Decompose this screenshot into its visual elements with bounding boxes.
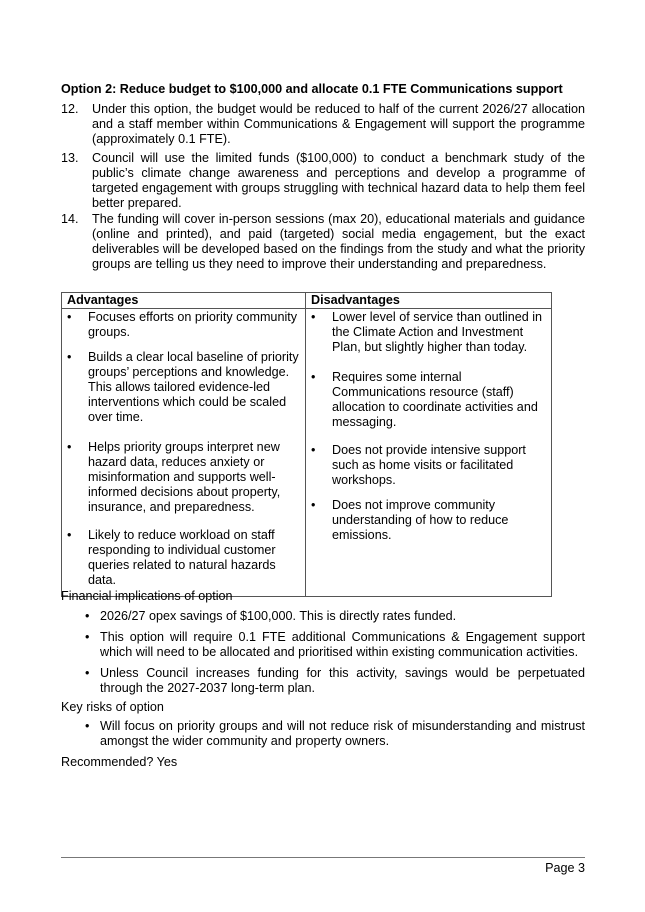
paragraph-number: 12. bbox=[61, 102, 79, 116]
disadvantage-item: • Lower level of service than outlined in the Climate Action and Investment Plan, but slightly higher than today. bbox=[306, 310, 551, 355]
paragraph-text: Under this option, the budget would be reduced to half of the current 2026/27 allocation and a staff member within Communications & Engagement will support the programme (approximately 0.1 FTE). bbox=[92, 102, 585, 146]
advantage-item: • Focuses efforts on priority community groups. bbox=[62, 310, 305, 340]
advantages-cell bbox=[62, 309, 306, 597]
key-risks-list bbox=[61, 719, 585, 755]
key-risks-label: Key risks of option bbox=[61, 700, 164, 714]
financial-implications-list bbox=[61, 609, 585, 702]
paragraph-text: Council will use the limited funds ($100,000) to conduct a benchmark study of the public’s climate change awareness and perceptions and develop a programme of targeted engagement with groups struggling with technical hazard data to help them feel better prepared. bbox=[92, 151, 585, 210]
disadvantage-item: • Does not improve community understanding of how to reduce emissions. bbox=[306, 498, 551, 543]
financial-item: • Unless Council increases funding for this activity, savings would be perpetuated through the 2027-2037 long-term plan. bbox=[61, 666, 585, 696]
advantage-item: • Builds a clear local baseline of priority groups’ perceptions and knowledge. This allows tailored evidence-led interventions which could be scaled over time. bbox=[62, 350, 305, 425]
paragraph-number: 13. bbox=[61, 151, 79, 165]
financial-item: • 2026/27 opex savings of $100,000. This is directly rates funded. bbox=[61, 609, 585, 624]
option-heading: Option 2: Reduce budget to $100,000 and allocate 0.1 FTE Communications support bbox=[61, 82, 563, 96]
risk-item: • Will focus on priority groups and will not reduce risk of misunderstanding and mistrust amongst the wider community and property owners. bbox=[61, 719, 585, 749]
paragraph-13 bbox=[61, 151, 585, 211]
recommended-line: Recommended? Yes bbox=[61, 755, 178, 769]
page-number: Page 3 bbox=[545, 861, 585, 875]
disadvantage-item: • Requires some internal Communications resource (staff) allocation to coordinate activities and messaging. bbox=[306, 370, 551, 430]
advantage-item: • Helps priority groups interpret new hazard data, reduces anxiety or misinformation and supports well-informed decisions about property, insurance, and preparedness. bbox=[62, 440, 305, 515]
paragraph-12 bbox=[61, 102, 585, 147]
paragraph-14 bbox=[61, 212, 585, 272]
disadvantage-item: • Does not provide intensive support such as home visits or facilitated workshops. bbox=[306, 443, 551, 488]
disadvantages-cell bbox=[306, 309, 552, 597]
financial-item: • This option will require 0.1 FTE additional Communications & Engagement support which will need to be allocated and prioritised within existing communication activities. bbox=[61, 630, 585, 660]
paragraph-text: The funding will cover in-person sessions (max 20), educational materials and guidance (online and printed), and paid (targeted) social media engagement, but the exact deliverables will be developed based on the findings from the study and what the priority groups are telling us they need to improve their understanding and preparedness. bbox=[92, 212, 585, 271]
disadvantages-header: Disadvantages bbox=[306, 293, 552, 309]
advantage-item: • Likely to reduce workload on staff responding to individual customer queries related to natural hazards data. bbox=[62, 528, 305, 588]
financial-implications-label: Financial implications of option bbox=[61, 589, 233, 603]
footer-divider bbox=[61, 857, 585, 858]
paragraph-number: 14. bbox=[61, 212, 79, 226]
advantages-disadvantages-table bbox=[61, 292, 552, 597]
advantages-header: Advantages bbox=[62, 293, 306, 309]
